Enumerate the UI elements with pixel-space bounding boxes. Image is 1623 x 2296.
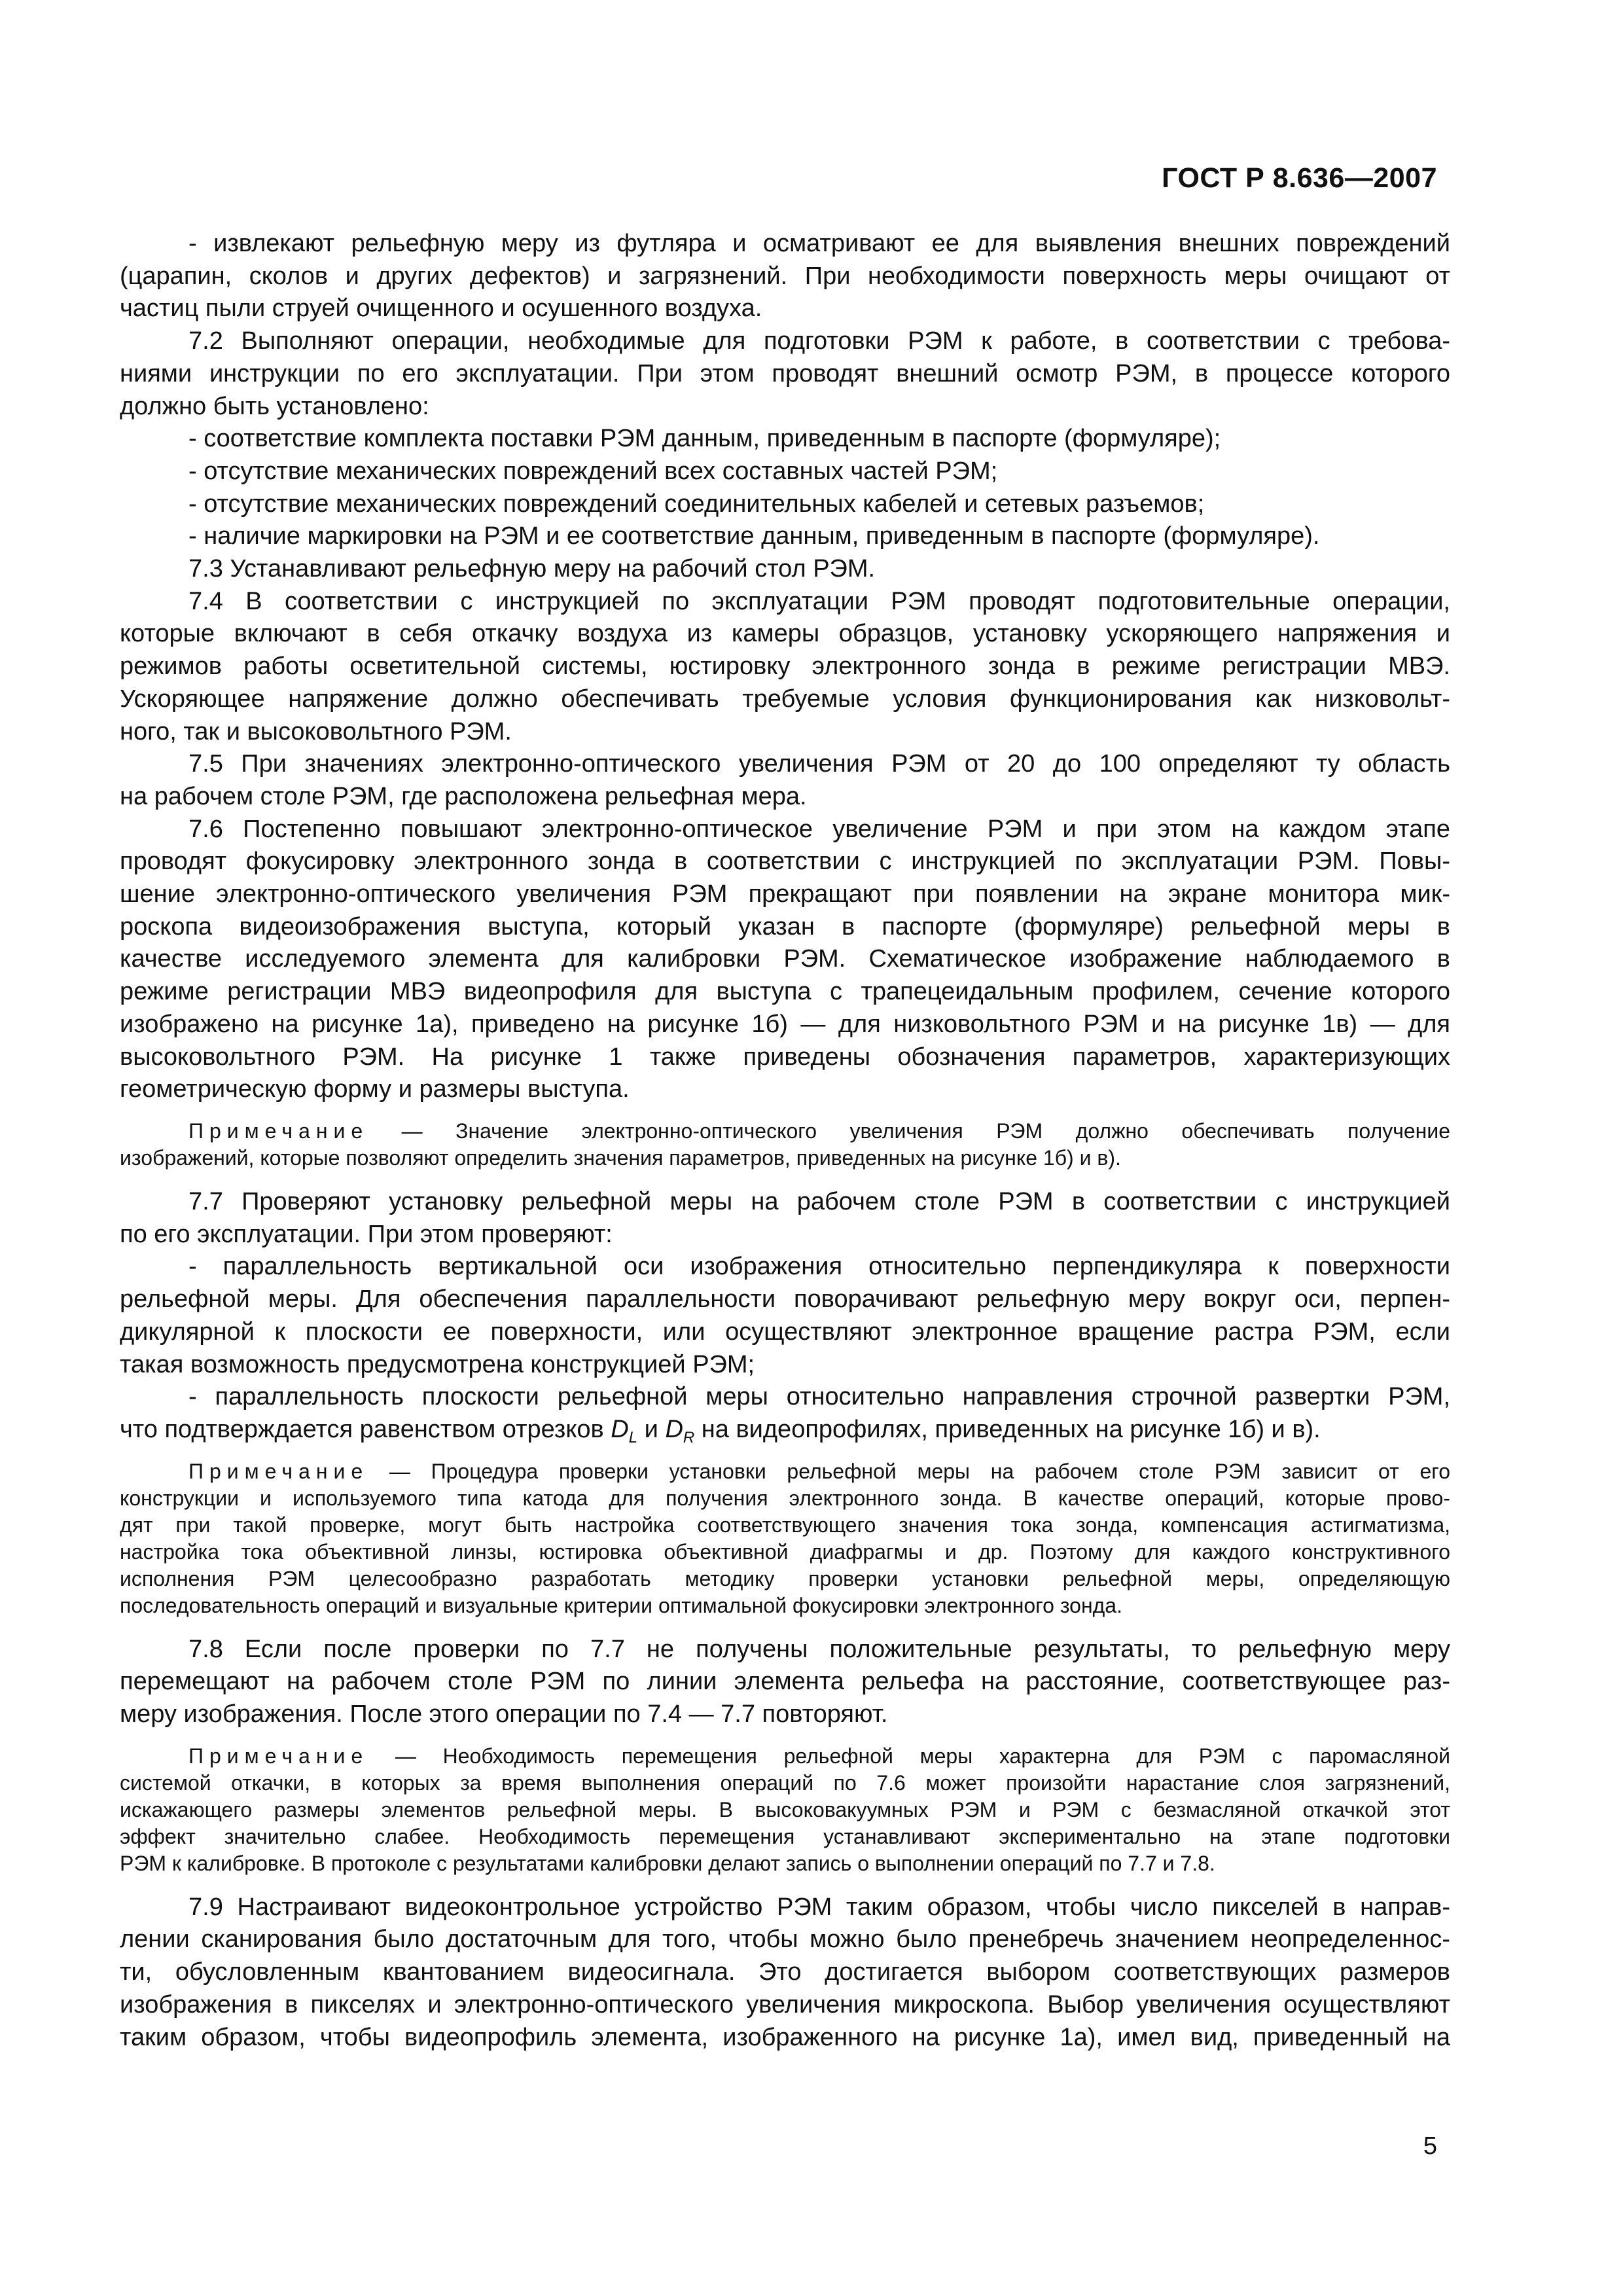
text-line: РЭМ к калибровке. В протоколе с результатами калибровки делают запись о выполнении операций по 7.7 и 7.8. bbox=[120, 1851, 1215, 1875]
text-line: ного, так и высоковольтного РЭМ. bbox=[120, 717, 512, 745]
text-line: дикулярной к плоскости ее поверхности, или осуществляют электронное вращение растра РЭМ, если bbox=[120, 1318, 1450, 1346]
text-line: эффект значительно слабее. Необходимость перемещения устанавливают экспериментально на этапе подготовки bbox=[120, 1824, 1450, 1848]
text-line: исполнения РЭМ целесообразно разработать методику проверки установки рельефной меры, определяющую bbox=[120, 1566, 1450, 1590]
note-1 bbox=[120, 1118, 1450, 1172]
text-line: 7.7 Проверяют установку рельефной меры на рабочем столе РЭМ в соответствии с инструкцией bbox=[188, 1187, 1450, 1215]
text-line bbox=[120, 1414, 1450, 1446]
text-line: 7.3 Устанавливают рельефную меру на рабочий стол РЭМ. bbox=[188, 555, 876, 583]
text-line: должно быть установлено: bbox=[120, 392, 429, 420]
text-line: дят при такой проверке, могут быть настройка соответствующего значения тока зонда, компенсация астигматизма, bbox=[120, 1513, 1450, 1537]
text-line: по его эксплуатации. При этом проверяют: bbox=[120, 1220, 613, 1248]
text-line: 7.5 При значениях электронно-оптического увеличения РЭМ от 20 до 100 определяют ту область bbox=[188, 750, 1450, 778]
paragraph-7-7 bbox=[120, 1186, 1450, 1446]
note-2 bbox=[120, 1458, 1450, 1619]
text-line: шение электронно-оптического увеличения РЭМ прекращают при появлении на экране монитора мик- bbox=[120, 880, 1450, 908]
text-line: Ускоряющее напряжение должно обеспечивать требуемые условия функционирования как низковольт- bbox=[120, 685, 1450, 713]
text-line: проводят фокусировку электронного зонда в соответствии с инструкцией по эксплуатации РЭМ. Повы- bbox=[120, 848, 1450, 876]
paragraph-intro bbox=[120, 228, 1450, 325]
text-line bbox=[120, 1743, 1450, 1770]
text-line: ниями инструкции по его эксплуатации. При этом проводят внешний осмотр РЭМ, в процессе которого bbox=[120, 359, 1450, 387]
text-line: 7.6 Постепенно повышают электронно-оптическое увеличение РЭМ и при этом на каждом этапе bbox=[188, 815, 1450, 843]
text-line: таким образом, чтобы видеопрофиль элемента, изображенного на рисунке 1а), имел вид, приведенный на bbox=[120, 2023, 1450, 2051]
text-line: изображено на рисунке 1а), приведено на рисунке 1б) — для низковольтного РЭМ и на рисунке 1в) — для bbox=[120, 1010, 1450, 1038]
paragraph-7-3 bbox=[120, 553, 1450, 586]
text-line: 7.8 Если после проверки по 7.7 не получены положительные результаты, то рельефную меру bbox=[188, 1635, 1450, 1663]
text-line: искажающего размеры элементов рельефной меры. В высоковакуумных РЭМ и РЭМ с безмасляной откачкой этот bbox=[120, 1797, 1450, 1821]
text-line: меру изображения. После этого операции по 7.4 — 7.7 повторяют. bbox=[120, 1700, 888, 1729]
paragraph-7-8 bbox=[120, 1634, 1450, 1731]
note-3 bbox=[120, 1743, 1450, 1877]
text-line: ти, обусловленным квантованием видеосигнала. Это достигается выбором соответствующих размеров bbox=[120, 1958, 1450, 1986]
text-line: качестве исследуемого элемента для калибровки РЭМ. Схематическое изображение наблюдаемого в bbox=[120, 945, 1450, 973]
text-line: режимов работы осветительной системы, юстировку электронного зонда в режиме регистрации МВЭ. bbox=[120, 653, 1450, 681]
text-line: изображения в пикселях и электронно-оптического увеличения микроскопа. Выбор увеличения осуществляют bbox=[120, 1990, 1450, 2018]
text-line: лении сканирования было достаточным для того, чтобы можно было пренебречь значением неопределеннос- bbox=[120, 1926, 1450, 1954]
document-body bbox=[120, 228, 1450, 2054]
note-text: — Процедура проверки установки рельефной меры на рабочем столе РЭМ зависит от его bbox=[368, 1459, 1450, 1483]
note-text: — Значение электронно-оптического увеличения РЭМ должно обеспечивать получение bbox=[368, 1119, 1450, 1143]
text-line: высоковольтного РЭМ. На рисунке 1 также приведены обозначения параметров, характеризующих bbox=[120, 1043, 1450, 1071]
text-line: которые включают в себя откачку воздуха из камеры образцов, установку ускоряющего напряжения и bbox=[120, 620, 1450, 648]
note-label: Примечание bbox=[188, 1744, 369, 1768]
text-line bbox=[120, 1458, 1450, 1485]
paragraph-7-2 bbox=[120, 325, 1450, 553]
text-line: режиме регистрации МВЭ видеопрофиля для выступа с трапецеидальным профилем, сечение которого bbox=[120, 978, 1450, 1006]
list-item: - отсутствие механических повреждений всех составных частей РЭМ; bbox=[188, 457, 998, 485]
subscript-r: R bbox=[683, 1428, 695, 1446]
list-item: - наличие маркировки на РЭМ и ее соответствие данным, приведенным в паспорте (формуляре). bbox=[188, 522, 1320, 550]
text-line: - извлекают рельефную меру из футляра и осматривают ее для выявления внешних повреждений bbox=[188, 230, 1450, 257]
text-line: последовательность операций и визуальные критерии оптимальной фокусировки электронного зонда. bbox=[120, 1593, 1122, 1617]
list-item: - соответствие комплекта поставки РЭМ данным, приведенным в паспорте (формуляре); bbox=[188, 425, 1221, 453]
text-line: перемещают на рабочем столе РЭМ по линии элемента рельефа на расстояние, соответствующее раз- bbox=[120, 1668, 1450, 1696]
segment-symbol-dr: D bbox=[665, 1415, 683, 1443]
text-line: изображений, которые позволяют определить значения параметров, приведенных на рисунке 1б) и в). bbox=[120, 1145, 1121, 1170]
text-line: системой откачки, в которых за время выполнения операций по 7.6 может произойти нарастание слоя загрязнений, bbox=[120, 1770, 1450, 1795]
text-line bbox=[120, 1118, 1450, 1145]
paragraph-7-5 bbox=[120, 748, 1450, 813]
text-line: такая возможность предусмотрена конструкцией РЭМ; bbox=[120, 1350, 755, 1378]
text-line: конструкции и используемого типа катода для получения электронного зонда. В качестве операций, которые прово- bbox=[120, 1486, 1450, 1510]
text-line: на рабочем столе РЭМ, где расположена рельефная мера. bbox=[120, 782, 807, 810]
note-label: Примечание bbox=[188, 1459, 369, 1483]
text-line: частиц пыли струей очищенного и осушенного воздуха. bbox=[120, 295, 762, 323]
paragraph-7-4 bbox=[120, 586, 1450, 749]
subscript-l: L bbox=[628, 1428, 638, 1446]
text-line: 7.9 Настраивают видеоконтрольное устройство РЭМ таким образом, чтобы число пикселей в направ- bbox=[188, 1893, 1450, 1921]
text-line: настройка тока объективной линзы, юстировка объективной диафрагмы и др. Поэтому для каждого конструктивного bbox=[120, 1539, 1450, 1564]
document-id-header: ГОСТ Р 8.636—2007 bbox=[1162, 162, 1437, 194]
text-line: рельефной меры. Для обеспечения параллельности поворачивают рельефную меру вокруг оси, перпен- bbox=[120, 1285, 1450, 1314]
text-line: роскопа видеоизображения выступа, который указан в паспорте (формуляре) рельефной меры в bbox=[120, 912, 1450, 941]
note-label: Примечание bbox=[188, 1119, 369, 1143]
text-line: геометрическую форму и размеры выступа. bbox=[120, 1075, 630, 1103]
paragraph-7-9 bbox=[120, 1892, 1450, 2054]
list-item: - отсутствие механических повреждений соединительных кабелей и сетевых разъемов; bbox=[188, 490, 1205, 518]
text-run: и bbox=[637, 1415, 666, 1443]
text-line: (царапин, сколов и других дефектов) и загрязнений. При необходимости поверхность меры очищают от bbox=[120, 262, 1450, 290]
paragraph-7-6 bbox=[120, 814, 1450, 1106]
page-number: 5 bbox=[1423, 2132, 1437, 2160]
list-item: - параллельность вертикальной оси изображения относительно перпендикуляра к поверхности bbox=[188, 1253, 1450, 1281]
segment-symbol-dl: D bbox=[611, 1415, 629, 1443]
text-run: что подтверждается равенством отрезков bbox=[120, 1415, 611, 1443]
text-line: 7.2 Выполняют операции, необходимые для подготовки РЭМ к работе, в соответствии с требова- bbox=[188, 327, 1450, 355]
text-run: на видеопрофилях, приведенных на рисунке 1б) и в). bbox=[694, 1415, 1321, 1443]
text-line: 7.4 В соответствии с инструкцией по эксплуатации РЭМ проводят подготовительные операции, bbox=[188, 587, 1450, 615]
note-text: — Необходимость перемещения рельефной меры характерна для РЭМ с паромасляной bbox=[368, 1744, 1450, 1768]
list-item: - параллельность плоскости рельефной меры относительно направления строчной развертки РЭМ, bbox=[188, 1383, 1450, 1411]
